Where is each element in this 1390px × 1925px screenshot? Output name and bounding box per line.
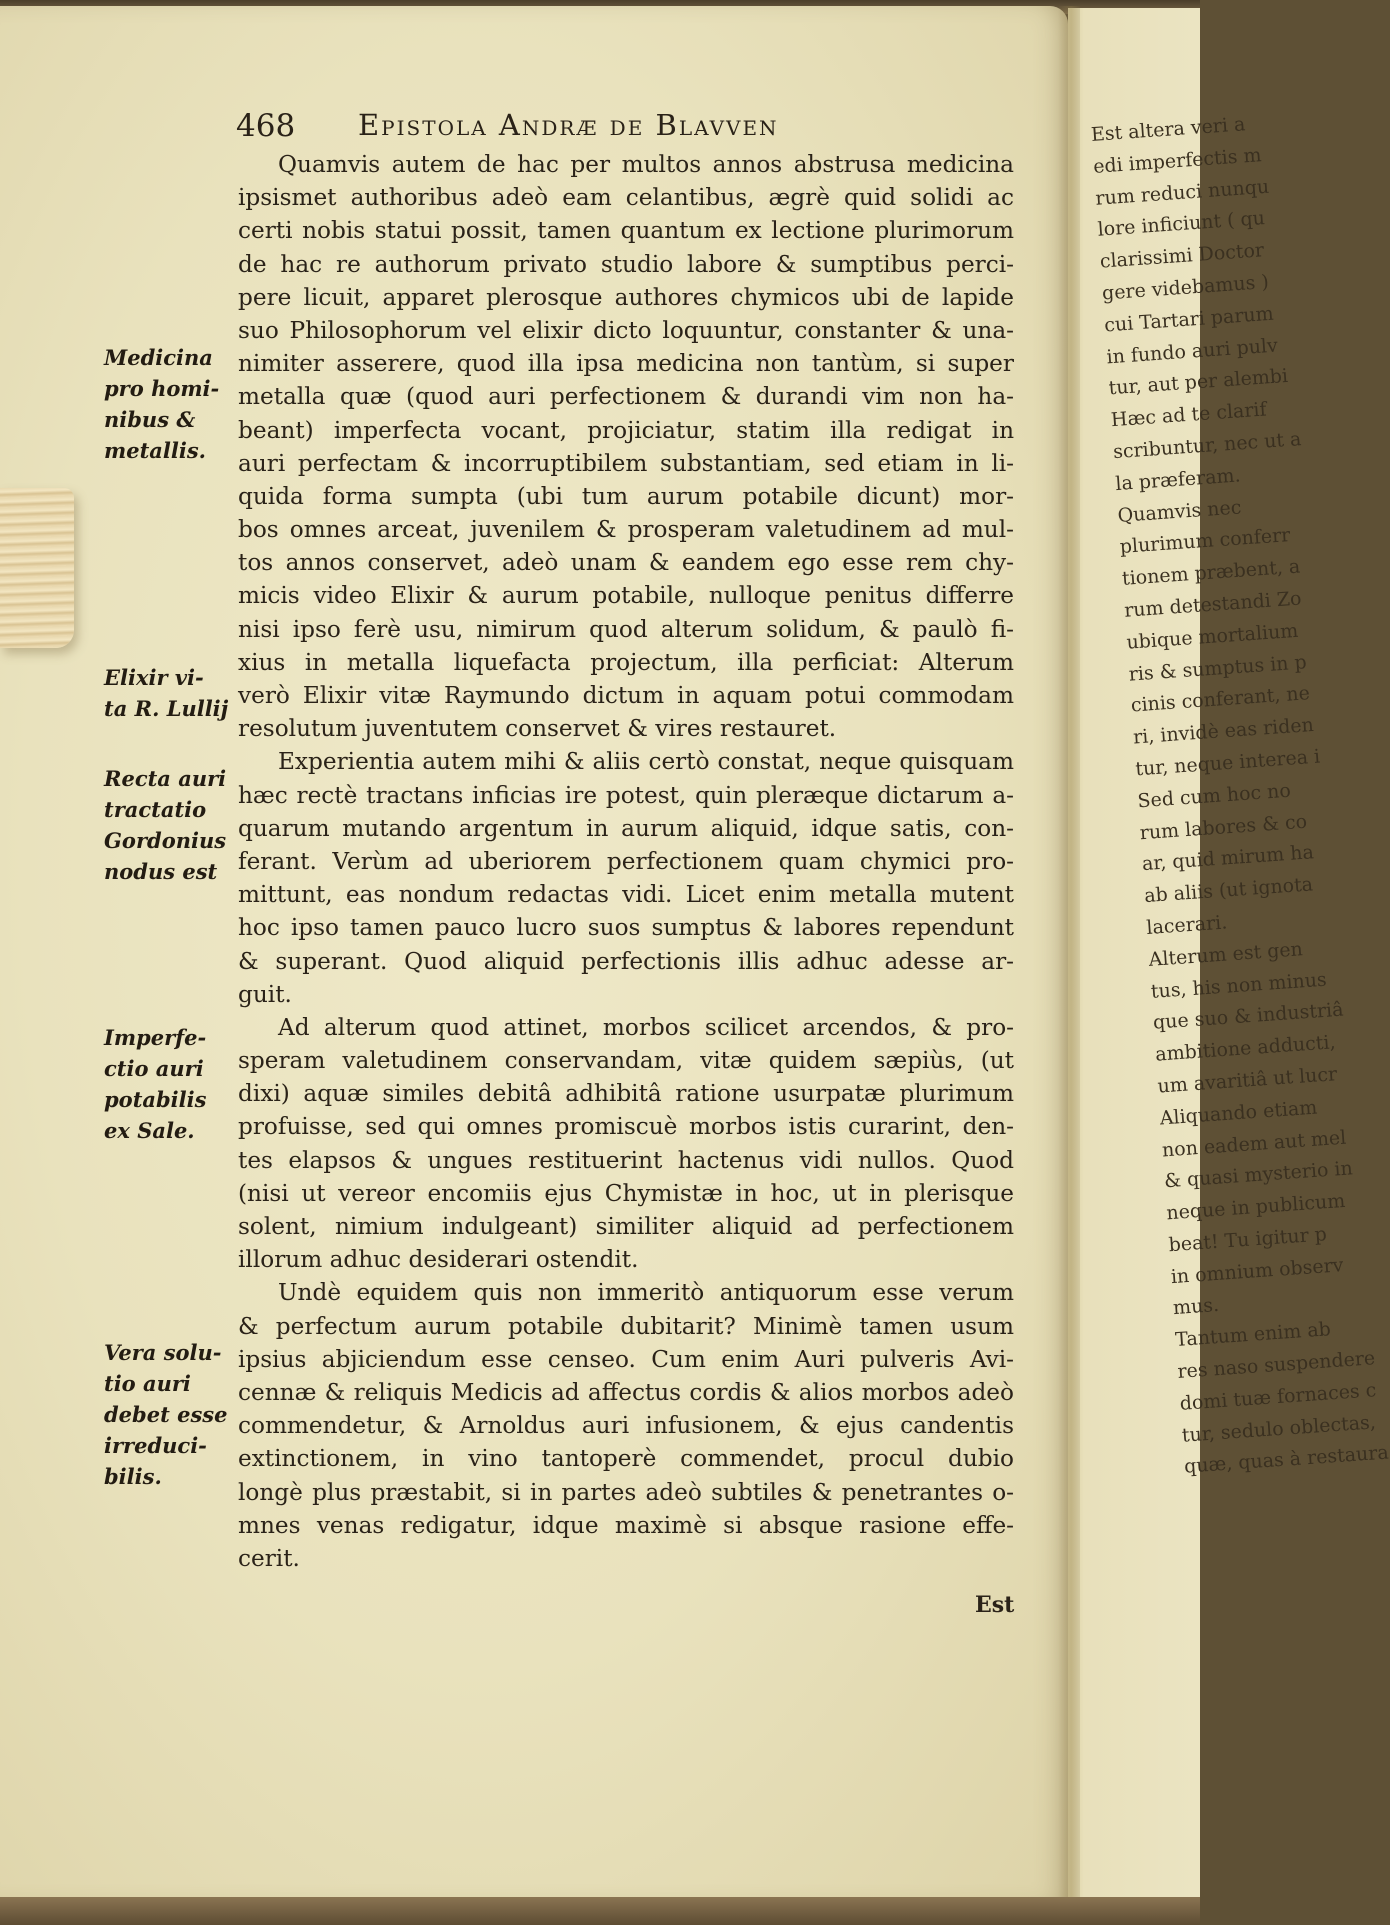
margin-note (104, 662, 239, 724)
text-line: profuisse, sed qui omnes promiscuè morbos istis curarint, den- (238, 1113, 1014, 1141)
text-line: micis video Elixir & aurum potabile, nulloque penitus differre (238, 582, 1014, 610)
page-weight-brush (0, 488, 74, 648)
facing-text-line: plurimum conferr (1119, 524, 1291, 559)
page-number: 468 (236, 108, 296, 144)
running-head (236, 108, 1036, 144)
text-line: ipsius abjiciendum esse censeo. Cum enim Auri pulveris Avi- (238, 1345, 1014, 1373)
facing-text-line: cinis conferant, ne (1130, 682, 1311, 717)
facing-text-line: tur, neque interea i (1134, 745, 1321, 781)
facing-text-line: ubique mortalium (1125, 619, 1299, 654)
margin-note-line: tractatio (104, 797, 207, 822)
facing-text-line: edi imperfectis m (1092, 143, 1263, 178)
text-line: (nisi ut vereor encomiis ejus Chymistæ in hoc, ut in plerisque (238, 1179, 1014, 1207)
text-line: hæc rectè tractans inficias ire potest, quin pleræque dictarum a- (238, 781, 1014, 809)
facing-text-line: in fundo auri pulv (1105, 334, 1279, 368)
margin-note-line: ctio auri (104, 1056, 204, 1081)
text-line: tes elapsos & ungues restituerint hactenus vidi nullos. Quod (238, 1146, 1014, 1174)
text-line: nimiter asserere, quod illa ipsa medicina non tantùm, si super (238, 350, 1014, 378)
margin-note-line: Recta auri (104, 766, 227, 791)
facing-text-line: Quamvis nec (1116, 495, 1243, 527)
text-line: speram valetudinem conservandam, vitæ quidem sæpiùs, (ut (238, 1047, 1014, 1075)
margin-note-line: Medicina (104, 345, 213, 370)
facing-text-line: scribuntur, nec ut a (1112, 428, 1303, 464)
margin-note (104, 1022, 239, 1146)
margin-note-line: Vera solu- (104, 1340, 222, 1365)
margin-note-line: metallis. (104, 438, 206, 463)
text-line: tos annos conservet, adeò unam & eandem ego esse rem chy- (238, 549, 1014, 577)
main-text-block (238, 148, 1014, 1575)
text-line: cerit. (238, 1544, 300, 1572)
margin-note-line: nibus & (104, 407, 196, 432)
text-line: de hac re authorum privato studio labore & sumptibus perci- (238, 250, 1014, 278)
text-line: Ad alterum quod attinet, morbos scilicet arcendos, & pro- (278, 1013, 1014, 1041)
gutter-shadow (1058, 6, 1080, 1901)
margin-note-line: bilis. (104, 1464, 162, 1489)
text-line: ferant. Verùm ad uberiorem perfectionem quam chymici pro- (238, 847, 1014, 875)
facing-text-line: Alterum est gen (1147, 937, 1304, 971)
text-line: dixi) aquæ similes debitâ adhibitâ ratione usurpatæ plurimum (238, 1080, 1014, 1108)
facing-text-line: res naso suspendere (1176, 1347, 1376, 1383)
margin-note-line: irreduci- (104, 1433, 207, 1458)
facing-text-line: lore inficiunt ( qu (1096, 207, 1266, 242)
text-line: quarum mutando argentum in aurum aliquid, idque satis, con- (238, 814, 1014, 842)
text-line: pere licuit, apparet plerosque authores chymicos ubi de lapide (238, 283, 1014, 311)
margin-note (104, 342, 239, 466)
facing-text-line: tionem præbent, a (1121, 555, 1301, 591)
text-line: mittunt, eas nondum redactas vidi. Licet enim metalla mutent (238, 881, 1014, 909)
text-line: resolutum juventutem conservet & vires restauret. (238, 715, 837, 743)
text-line: cennæ & reliquis Medicis ad affectus cordis & alios morbos adeò (238, 1378, 1014, 1406)
facing-text-line: Tantum enim ab (1174, 1318, 1332, 1352)
facing-text-line: ambitione adducti, (1154, 1031, 1337, 1066)
facing-text-line: non eadem aut mel (1161, 1126, 1347, 1161)
facing-text-line: ab aliis (ut ignota (1143, 873, 1314, 908)
facing-text-line: rum reduci nunqu (1094, 175, 1270, 210)
margin-note-line: debet esse (104, 1402, 228, 1427)
text-line: xius in metalla liquefacta projectum, illa perficiat: Alterum (238, 648, 1014, 676)
facing-text-line: quæ, quas à restaura (1183, 1441, 1390, 1479)
text-line: extinctionem, in vino tantoperè commendet, procul dubio (238, 1445, 1014, 1473)
facing-text-line: ris & sumptus in p (1127, 650, 1308, 686)
margin-note-line: pro homi- (104, 376, 220, 401)
text-line: Quamvis autem de hac per multos annos abstrusa medicina (278, 151, 1014, 178)
facing-page (1068, 8, 1390, 1901)
facing-text-line: clarissimi Doctor (1099, 239, 1265, 273)
facing-text-line: ri, invidè eas riden (1132, 714, 1315, 749)
facing-page-text (1090, 106, 1390, 1484)
facing-text-line: Est altera veri a (1090, 113, 1246, 146)
margin-note-line: Imperfe- (104, 1025, 207, 1050)
facing-text-line: rum labores & co (1139, 810, 1308, 844)
facing-text-line: tus, his non minus (1150, 968, 1328, 1003)
text-line: ipsismet authoribus adeò eam celantibus, ægrè quid solidi ac (238, 184, 1014, 212)
text-line: beant) imperfecta vocant, projiciatur, statim illa redigat in (238, 416, 1014, 444)
facing-text-line: & quasi mysterio in (1163, 1157, 1354, 1193)
catchword: Est (975, 1592, 1015, 1618)
facing-text-line: in omnium observ (1170, 1253, 1345, 1288)
text-line: illorum adhuc desiderari ostendit. (238, 1246, 639, 1274)
facing-text-line: neque in publicum (1165, 1189, 1346, 1225)
facing-text-line: tur, sedulo oblectas, (1181, 1410, 1377, 1447)
margin-note-line: potabilis (104, 1087, 207, 1112)
text-line: & superant. Quod aliquid perfectionis illis adhuc adesse ar- (238, 947, 1014, 975)
facing-text-line: um avaritiâ ut lucr (1156, 1063, 1338, 1098)
running-head-title: Epistola Andræ de Blavven (358, 108, 779, 142)
facing-text-line: Aliquando etiam (1159, 1096, 1318, 1130)
text-line: mnes venas redigatur, idque maximè si absque rasione effe- (238, 1511, 1014, 1539)
facing-text-line: cui Tartari parum (1103, 302, 1275, 337)
text-line: longè plus præstabit, si in partes adeò subtiles & penetrantes o- (238, 1478, 1014, 1506)
text-line: commendetur, & Arnoldus auri infusionem, & ejus candentis (238, 1412, 1014, 1440)
margin-note-line: Gordonius (104, 828, 227, 853)
margin-note-line: Elixir vi- (104, 665, 204, 690)
facing-text-line: que suo & industriâ (1152, 998, 1345, 1035)
margin-note-line: ta R. Lullij (104, 696, 229, 721)
facing-text-line: ar, quid mirum ha (1141, 841, 1315, 876)
margin-note (104, 1337, 239, 1492)
margin-note-line: ex Sale. (104, 1118, 195, 1143)
facing-text-line: Sed cum hoc no (1136, 779, 1292, 813)
facing-text-line: beat! Tu igitur p (1167, 1223, 1328, 1257)
facing-text-line: mus. (1172, 1294, 1220, 1320)
facing-text-line: tur, aut per alembi (1108, 365, 1289, 400)
facing-text-line: domi tuæ fornaces c (1179, 1379, 1378, 1415)
text-line: solent, nimium indulgeant) similiter aliquid ad perfectionem (238, 1213, 1014, 1240)
text-line: quida forma sumpta (ubi tum aurum potabile dicunt) mor- (238, 482, 1014, 510)
text-line: nisi ipso ferè usu, nimirum quod alterum solidum, & paulò fi- (238, 615, 1014, 643)
text-line: Undè equidem quis non immeritò antiquorum esse verum (278, 1279, 1014, 1307)
text-line: & perfectum aurum potabile dubitarit? Minimè tamen usum (238, 1312, 1014, 1340)
text-line: auri perfectam & incorruptibilem substantiam, sed etiam in li- (238, 449, 1014, 477)
facing-text-line: Hæc ad te clarif (1110, 398, 1268, 432)
facing-text-line: la præferam. (1114, 464, 1242, 495)
text-line: metalla quæ (quod auri perfectionem & durandi vim non ha- (238, 383, 1014, 411)
text-line: hoc ipso tamen pauco lucro suos sumptus & labores rependunt (238, 914, 1014, 942)
margin-note-line: nodus est (104, 859, 218, 884)
facing-text-line: gere videbamus ) (1101, 270, 1270, 305)
text-line: certi nobis statui possit, tamen quantum ex lectione plurimorum (238, 217, 1014, 245)
text-line: suo Philosophorum vel elixir dicto loquuntur, constanter & una- (238, 316, 1014, 344)
margin-note (104, 763, 239, 887)
facing-text-line: lacerari. (1145, 911, 1228, 939)
facing-text-line: rum detestandi Zo (1123, 587, 1303, 622)
text-line: Experientia autem mihi & aliis certò constat, neque quisquam (278, 748, 1014, 776)
book-bottom-edge (0, 1897, 1200, 1925)
text-line: guit. (238, 980, 292, 1008)
text-line: verò Elixir vitæ Raymundo dictum in aquam potui commodam (238, 682, 1014, 709)
margin-note-line: tio auri (104, 1371, 191, 1396)
text-line: bos omnes arceat, juvenilem & prosperam valetudinem ad mul- (238, 516, 1014, 544)
